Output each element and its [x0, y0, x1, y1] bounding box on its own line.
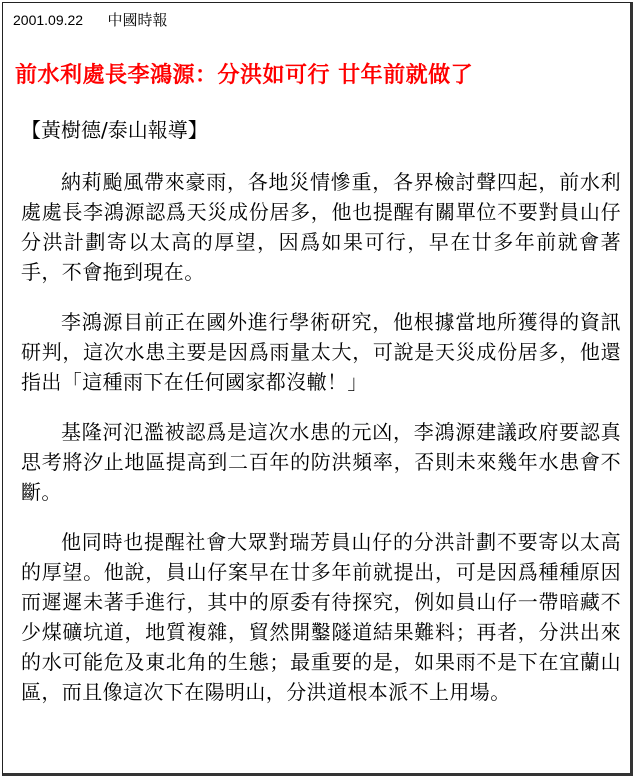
- article-paragraph: 納莉颱風帶來豪雨，各地災情慘重，各界檢討聲四起，前水利處處長李鴻源認爲天災成份居多，他也提醒有關單位不要對員山仔分洪計劃寄以太高的厚望，因爲如果可行，早在廿多年前就會著手，不會拖到現在。: [21, 170, 621, 284]
- article-paragraph: 李鴻源目前正在國外進行學術研究，他根據當地所獲得的資訊研判，這次水患主要是因爲雨量太大，可說是天災成份居多，他還指出「這種雨下在任何國家都沒轍！」: [21, 310, 621, 394]
- publish-date: 2001.09.22: [13, 12, 84, 28]
- article-paragraph: 基隆河氾濫被認爲是這次水患的元凶，李鴻源建議政府要認真思考將汐止地區提高到二百年的防洪頻率，否則未來幾年水患會不斷。: [21, 420, 621, 504]
- article-headline: 前水利處長李鴻源：分洪如可行 廿年前就做了: [15, 63, 474, 88]
- newspaper-name: 中國時報: [107, 11, 168, 29]
- page-frame: [2, 2, 633, 776]
- byline: 【黃樹德/泰山報導】: [21, 118, 208, 142]
- article-header: [13, 11, 168, 30]
- article-paragraph: 他同時也提醒社會大眾對瑞芳員山仔的分洪計劃不要寄以太高的厚望。他說，員山仔案早在廿多年前就提出，可是因爲種種原因而遲遲未著手進行，其中的原委有待探究，例如員山仔一帶暗藏不少煤礦坑道，地質複雜，貿然開鑿隧道結果難料；再者，分洪出來的水可能危及東北角的生態；最重要的是，如果雨不是下在宜蘭山區，而且像這次下在陽明山，分洪道根本派不上用場。: [21, 530, 621, 704]
- article-body: [21, 115, 621, 727]
